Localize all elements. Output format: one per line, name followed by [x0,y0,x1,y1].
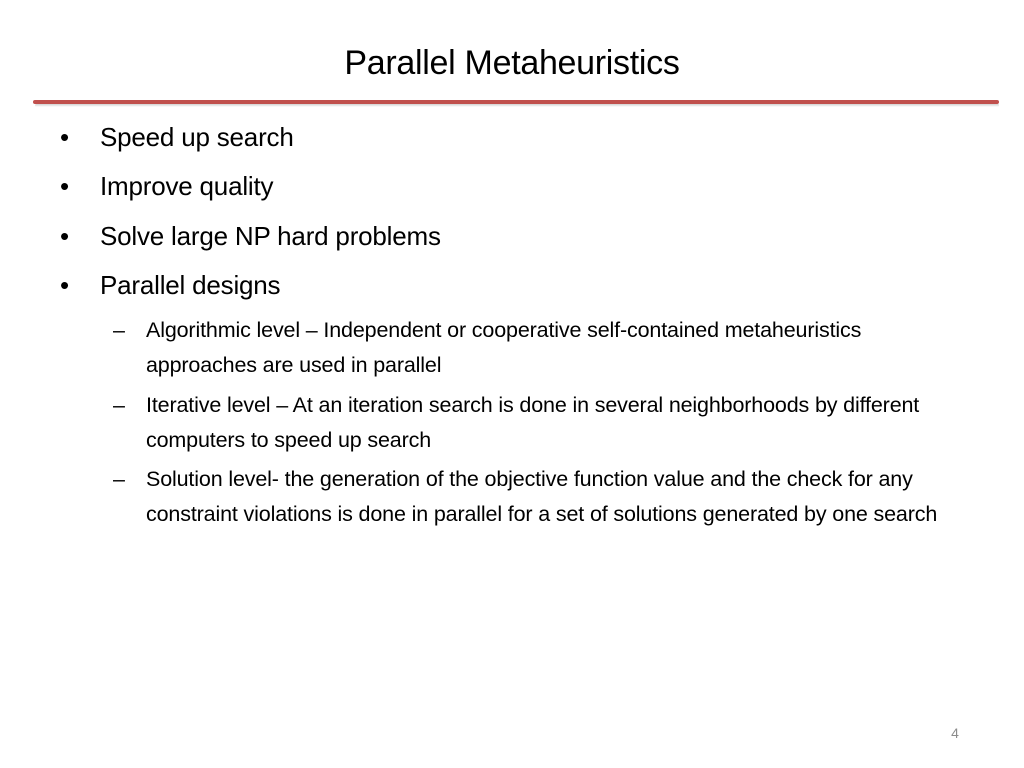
sub-bullet-text: Iterative level – At an iteration search is done in several neighborhoods by different computers to speed up search [146,393,920,452]
slide-title: Parallel Metaheuristics [344,44,680,82]
bullet-icon: • [60,221,69,251]
bullet-text: Improve quality [100,171,274,201]
sub-bullet-text: Algorithmic level – Independent or cooperative self-contained metaheuristics approaches are used in parallel [146,318,862,377]
sub-bullet-text: Solution level- the generation of the objective function value and the check for any constraint violations is done in parallel for a set of solutions generated by one search [146,467,938,526]
bullet-icon: • [60,171,69,201]
dash-icon: – [113,467,125,491]
bullet-icon: • [60,122,69,152]
bullet-text: Speed up search [100,122,294,152]
bullet-text: Solve large NP hard problems [100,221,441,251]
slide-number: 4 [951,725,959,741]
bullet-icon: • [60,270,69,300]
dash-icon: – [113,318,125,342]
bullet-text: Parallel designs [100,270,281,300]
dash-icon: – [113,393,125,417]
